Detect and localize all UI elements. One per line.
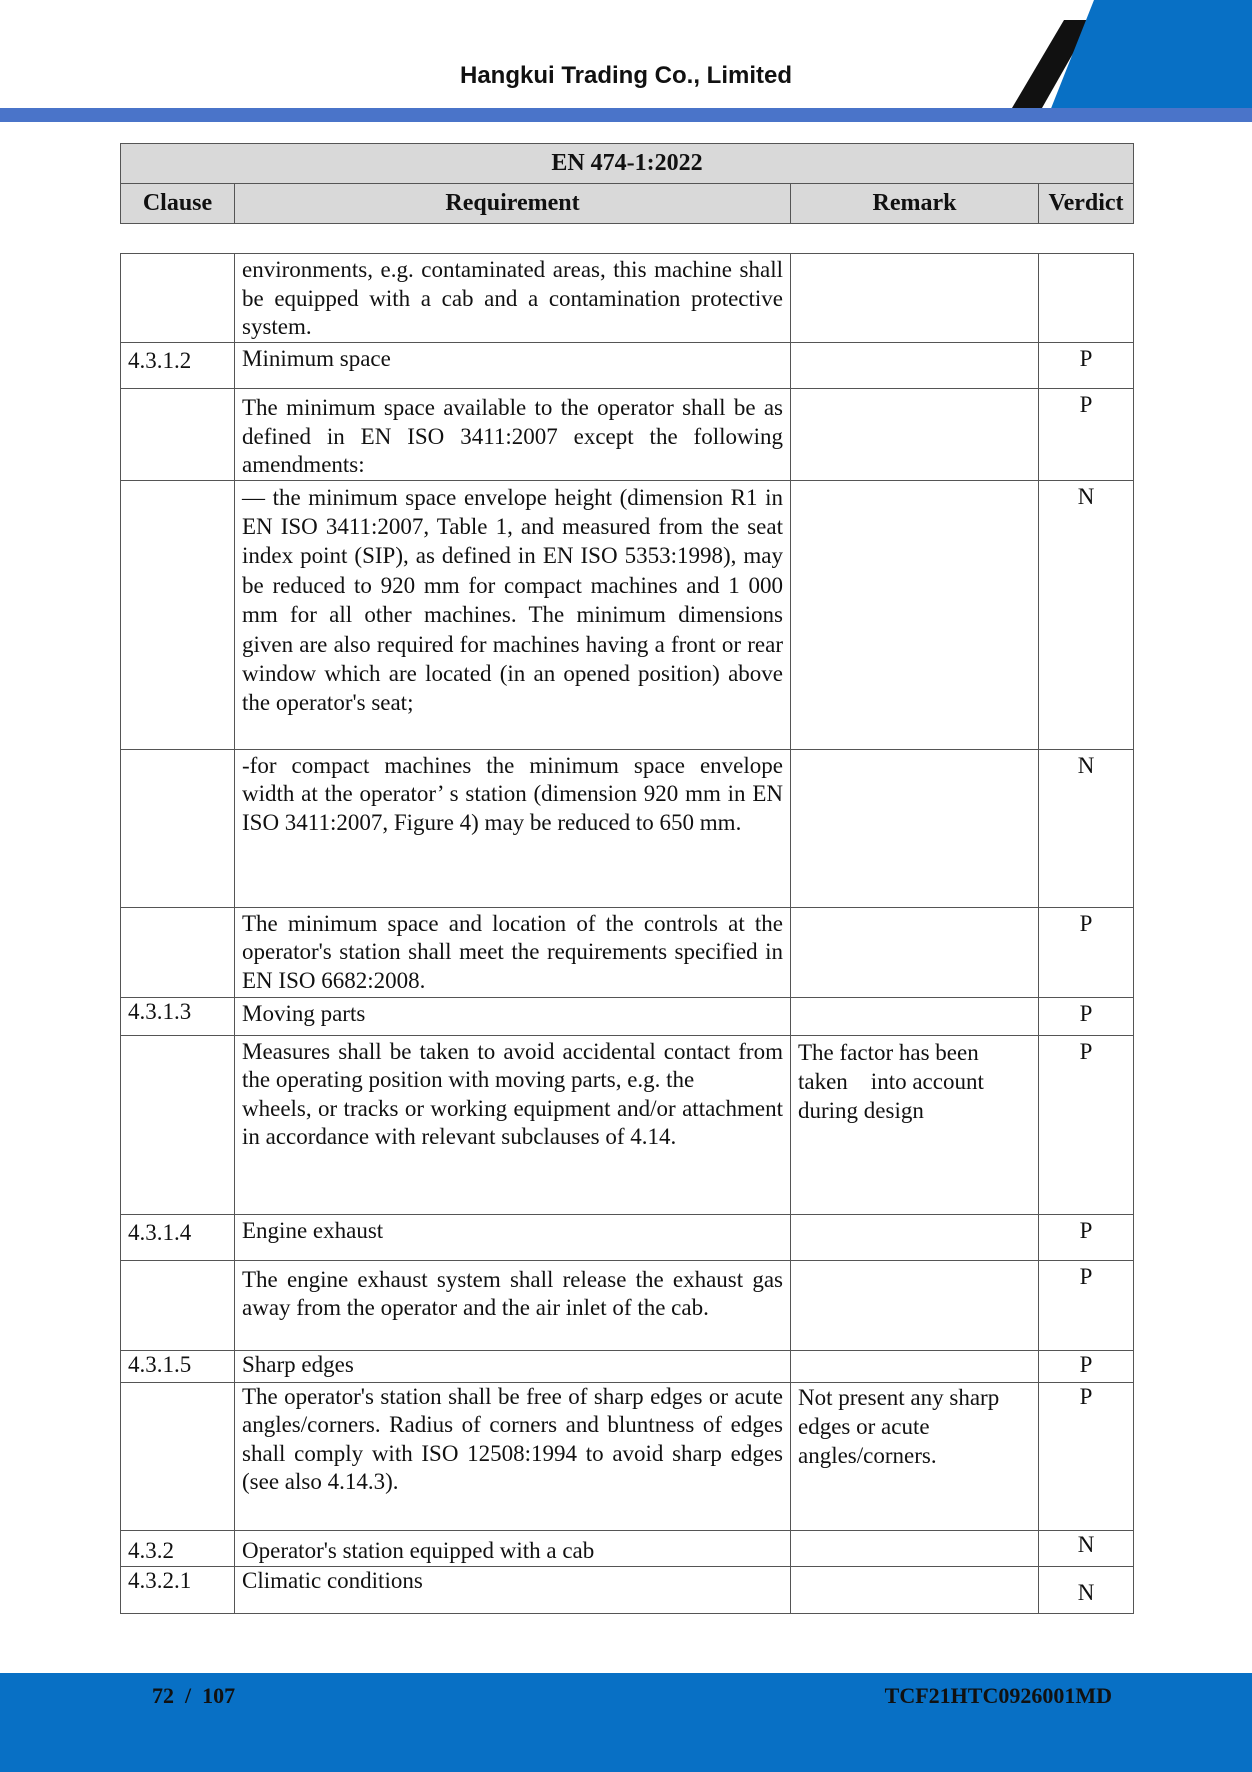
- clause-cell: [121, 1035, 235, 1214]
- clause-cell: 4.3.2: [121, 1530, 235, 1566]
- verdict-cell: P: [1039, 1260, 1134, 1350]
- verdict-cell: P: [1039, 997, 1134, 1035]
- remark-cell: [791, 1530, 1039, 1566]
- verdict-cell: N: [1039, 749, 1134, 907]
- clause-cell: [121, 1382, 235, 1530]
- requirement-cell: Climatic conditions: [235, 1566, 791, 1613]
- verdict-cell: N: [1039, 1566, 1134, 1613]
- remark-cell: [791, 343, 1039, 389]
- verdict-cell: [1039, 254, 1134, 343]
- column-header-requirement: Requirement: [235, 184, 791, 224]
- requirement-cell: The operator's station shall be free of sharp edges or acute angles/corners. Radius of corners and bluntness of edges shall comply with ISO 12508:1994 to avoid sharp edges (see also 4.14.3).: [235, 1382, 791, 1530]
- table-row: [121, 389, 1134, 481]
- requirement-line: Measures shall be taken to avoid accidental contact from the operating position with moving parts, e.g. the: [242, 1038, 783, 1092]
- table-row: [121, 997, 1134, 1035]
- standard-title: EN 474-1:2022: [121, 144, 1134, 184]
- clause-cell: 4.3.1.5: [121, 1350, 235, 1382]
- table-row: [121, 1350, 1134, 1382]
- remark-cell: [791, 480, 1039, 749]
- remark-cell: [791, 1350, 1039, 1382]
- clause-cell: [121, 749, 235, 907]
- remark-cell: [791, 997, 1039, 1035]
- requirement-cell: Operator's station equipped with a cab: [235, 1530, 791, 1566]
- remark-cell: [791, 254, 1039, 343]
- remark-cell: [791, 749, 1039, 907]
- remark-cell: [791, 389, 1039, 481]
- requirement-cell: Sharp edges: [235, 1350, 791, 1382]
- requirement-cell: environments, e.g. contaminated areas, this machine shall be equipped with a cab and a contamination protective system.: [235, 254, 791, 343]
- table-row: [121, 480, 1134, 749]
- table-row: [121, 1260, 1134, 1350]
- requirement-line: wheels, or tracks or working equipment and/or attachment in accordance with relevant subclauses of 4.14.: [242, 1095, 783, 1149]
- verdict-cell: N: [1039, 480, 1134, 749]
- column-header-remark: Remark: [791, 184, 1039, 224]
- verdict-cell: P: [1039, 389, 1134, 481]
- table-row: [121, 343, 1134, 389]
- table-row: [121, 907, 1134, 997]
- verdict-cell: N: [1039, 1530, 1134, 1566]
- table-row: [121, 254, 1134, 343]
- requirement-cell: The minimum space available to the operator shall be as defined in EN ISO 3411:2007 except the following amendments:: [235, 389, 791, 481]
- table-row: [121, 1214, 1134, 1260]
- clause-cell: [121, 1260, 235, 1350]
- remark-cell: [791, 1260, 1039, 1350]
- clause-cell: [121, 389, 235, 481]
- verdict-cell: P: [1039, 343, 1134, 389]
- report-number: TCF21HTC0926001MD: [884, 1683, 1112, 1708]
- verdict-cell: P: [1039, 1214, 1134, 1260]
- page-number: 72 / 107: [152, 1683, 236, 1708]
- requirements-table: [120, 253, 1134, 1614]
- clause-cell: 4.3.1.2: [121, 343, 235, 389]
- verdict-cell: P: [1039, 1350, 1134, 1382]
- requirement-cell: The minimum space and location of the controls at the operator's station shall meet the requirements specified in EN ISO 6682:2008.: [235, 907, 791, 997]
- clause-cell: 4.3.2.1: [121, 1566, 235, 1613]
- verdict-cell: P: [1039, 907, 1134, 997]
- requirement-cell: — the minimum space envelope height (dimension R1 in EN ISO 3411:2007, Table 1, and measured from the seat index point (SIP), as defined in EN ISO 5353:1998), may be reduced to 920 mm for compact machines and 1 000 mm for all other machines. The minimum dimensions given are also required for machines having a front or rear window which are located (in an opened position) above the operator's seat;: [235, 480, 791, 749]
- company-name: Hangkui Trading Co., Limited: [459, 62, 792, 89]
- remark-cell: [791, 907, 1039, 997]
- table-row: [121, 1382, 1134, 1530]
- clause-cell: [121, 907, 235, 997]
- requirement-cell: The engine exhaust system shall release the exhaust gas away from the operator and the air inlet of the cab.: [235, 1260, 791, 1350]
- standard-header-table: [120, 143, 1134, 224]
- table-row: [121, 1566, 1134, 1613]
- verdict-cell: P: [1039, 1035, 1134, 1214]
- clause-cell: 4.3.1.4: [121, 1214, 235, 1260]
- requirement-cell: [235, 1035, 791, 1214]
- clause-cell: [121, 480, 235, 749]
- column-header-verdict: Verdict: [1039, 184, 1134, 224]
- verdict-cell: P: [1039, 1382, 1134, 1530]
- table-row: [121, 1035, 1134, 1214]
- requirement-cell: Minimum space: [235, 343, 791, 389]
- requirement-cell: -for compact machines the minimum space envelope width at the operator’ s station (dimension 920 mm in EN ISO 3411:2007, Figure 4) may be reduced to 650 mm.: [235, 749, 791, 907]
- clause-cell: [121, 254, 235, 343]
- header-bar: [0, 108, 1252, 122]
- table-row: [121, 749, 1134, 907]
- requirement-cell: Moving parts: [235, 997, 791, 1035]
- clause-cell: 4.3.1.3: [121, 997, 235, 1035]
- remark-cell: The factor has been taken into account during design: [791, 1035, 1039, 1214]
- table-row: [121, 1530, 1134, 1566]
- column-header-clause: Clause: [121, 184, 235, 224]
- remark-cell: [791, 1214, 1039, 1260]
- header-decoration: [952, 0, 1252, 122]
- remark-cell: Not present any sharp edges or acute angles/corners.: [791, 1382, 1039, 1530]
- remark-cell: [791, 1566, 1039, 1613]
- requirement-cell: Engine exhaust: [235, 1214, 791, 1260]
